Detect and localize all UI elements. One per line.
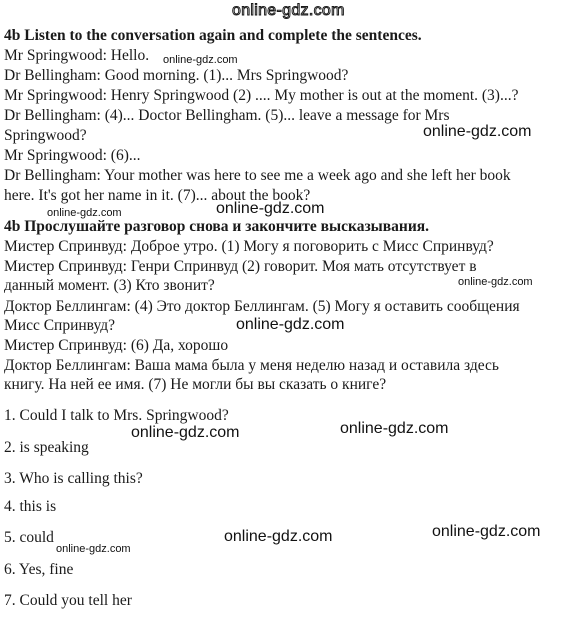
- dialogue-line: Mr Springwood: Hello.: [4, 47, 150, 64]
- answer-item: 3. Who is calling this?: [4, 470, 143, 487]
- watermark: online-gdz.com: [340, 420, 449, 437]
- watermark: online-gdz.com: [224, 528, 333, 545]
- answer-item: 6. Yes, fine: [4, 561, 74, 578]
- answer-item: 5. could: [4, 529, 54, 546]
- dialogue-line: Springwood?: [4, 127, 87, 144]
- dialogue-line-ru: Доктор Беллингам: Ваша мама была у меня неделю назад и оставила здесь: [4, 357, 499, 374]
- watermark: online-gdz.com: [216, 200, 325, 217]
- watermark: online-gdz.com: [432, 523, 541, 540]
- watermark: online-gdz.com: [131, 424, 240, 441]
- answer-item: 1. Could I talk to Mrs. Springwood?: [4, 407, 229, 424]
- exercise-heading-english: 4b Listen to the conversation again and complete the sentences.: [4, 27, 422, 44]
- watermark: online-gdz.com: [163, 54, 238, 66]
- watermark: online-gdz.com: [458, 276, 533, 288]
- dialogue-line-ru: Мисс Спринвуд?: [4, 317, 116, 334]
- dialogue-line-ru: Мистер Спринвуд: (6) Да, хорошо: [4, 337, 229, 354]
- dialogue-line: Mr Springwood: (6)...: [4, 147, 141, 164]
- watermark-top: online-gdz.com: [232, 2, 345, 19]
- answer-item: 2. is speaking: [4, 439, 89, 456]
- dialogue-line: here. It's got her name in it. (7)... about the book?: [4, 187, 311, 204]
- dialogue-line-ru: книгу. На ней ее имя. (7) Не могли бы вы сказать о книге?: [4, 376, 387, 393]
- dialogue-line: Dr Bellingham: Your mother was here to see me a week ago and she left her book: [4, 167, 511, 184]
- exercise-heading-russian: 4b Прослушайте разговор снова и закончите высказывания.: [4, 218, 430, 235]
- dialogue-line-ru: данный момент. (3) Кто звонит?: [4, 277, 215, 294]
- dialogue-line-ru: Доктор Беллингам: (4) Это доктор Беллингам. (5) Могу я оставить сообщения: [4, 298, 520, 315]
- dialogue-line: Mr Springwood: Henry Springwood (2) .... My mother is out at the moment. (3)...?: [4, 87, 519, 104]
- watermark: online-gdz.com: [423, 123, 532, 140]
- watermark: online-gdz.com: [56, 543, 131, 555]
- answer-item: 7. Could you tell her: [4, 592, 132, 609]
- dialogue-line: Dr Bellingham: Good morning. (1)... Mrs Springwood?: [4, 67, 349, 84]
- watermark: online-gdz.com: [236, 316, 345, 333]
- dialogue-line-ru: Мистер Спринвуд: Доброе утро. (1) Могу я поговорить с Мисс Спринвуд?: [4, 238, 494, 255]
- dialogue-line-ru: Мистер Спринвуд: Генри Спринвуд (2) говорит. Моя мать отсутствует в: [4, 258, 477, 275]
- dialogue-line: Dr Bellingham: (4)... Doctor Bellingham. (5)... leave a message for Mrs: [4, 107, 450, 124]
- answer-item: 4. this is: [4, 498, 57, 515]
- watermark: online-gdz.com: [47, 207, 122, 219]
